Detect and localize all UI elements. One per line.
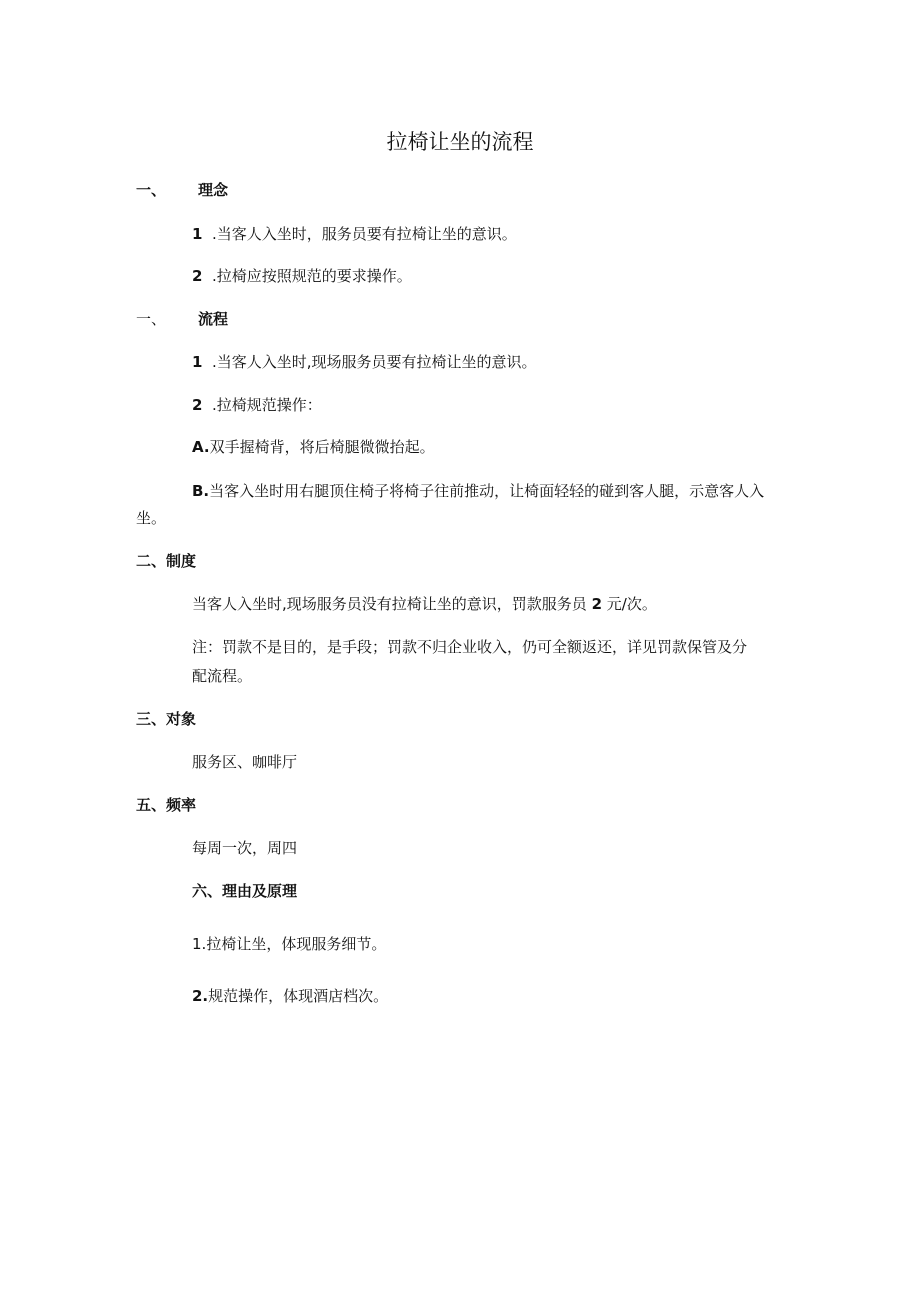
document-title: 拉椅让坐的流程	[386, 130, 534, 154]
item-number: 1.	[192, 935, 207, 953]
step-text: 双手握椅背，将后椅腿微微抬起。	[209, 438, 435, 456]
section-concept-heading	[136, 180, 228, 200]
step-text: 当客入坐时用右腿顶住椅子将椅子往前推动，让椅面轻轻的碰到客人腿，示意客人入	[209, 482, 765, 500]
section-heading: 流程	[198, 310, 229, 328]
item-text: .拉椅应按照规范的要求操作。	[212, 267, 412, 285]
section-process-heading	[136, 309, 228, 329]
fine-amount: 2	[591, 595, 602, 613]
item-text: .拉椅规范操作：	[212, 396, 322, 414]
item-number: 2	[192, 396, 203, 414]
rules-note: 注：罚款不是目的，是手段；罚款不归企业收入，仍可全额返还，详见罚款保管及分	[192, 638, 748, 656]
process-step-b-continuation: 坐。	[136, 509, 167, 527]
frequency-text: 每周一次，周四	[192, 839, 298, 857]
process-item-1	[192, 352, 537, 372]
section-reasons-heading: 六、理由及原理	[192, 882, 298, 900]
rules-text-post: 元/次。	[606, 595, 657, 613]
item-number: 1	[192, 225, 203, 243]
section-rules-heading: 二、制度	[136, 552, 197, 570]
item-number: 2	[192, 267, 203, 285]
item-text: 规范操作，体现酒店档次。	[208, 987, 389, 1005]
rules-note-continuation: 配流程。	[192, 667, 253, 685]
reasons-item-1	[192, 934, 386, 954]
target-text: 服务区、咖啡厅	[192, 753, 298, 771]
step-label: A.	[192, 438, 210, 456]
process-step-b	[192, 481, 764, 501]
section-heading: 理念	[198, 181, 229, 199]
process-step-a	[192, 437, 435, 457]
section-frequency-heading: 五、频率	[136, 796, 197, 814]
section-number: 一、	[136, 310, 167, 328]
rules-text	[192, 594, 657, 614]
item-text: .当客人入坐时,现场服务员要有拉椅让坐的意识。	[212, 353, 537, 371]
item-text: 拉椅让坐，体现服务细节。	[206, 935, 387, 953]
rules-text-pre: 当客人入坐时,现场服务员没有拉椅让坐的意识，罚款服务员	[192, 595, 587, 613]
reasons-item-2	[192, 986, 388, 1006]
concept-item-1	[192, 224, 517, 244]
section-number: 一、	[136, 181, 167, 199]
step-label: B.	[192, 482, 210, 500]
process-item-2	[192, 395, 322, 415]
concept-item-2	[192, 266, 412, 286]
item-number: 1	[192, 353, 203, 371]
item-text: .当客人入坐时，服务员要有拉椅让坐的意识。	[212, 225, 517, 243]
section-target-heading: 三、对象	[136, 710, 197, 728]
item-number: 2.	[192, 987, 209, 1005]
